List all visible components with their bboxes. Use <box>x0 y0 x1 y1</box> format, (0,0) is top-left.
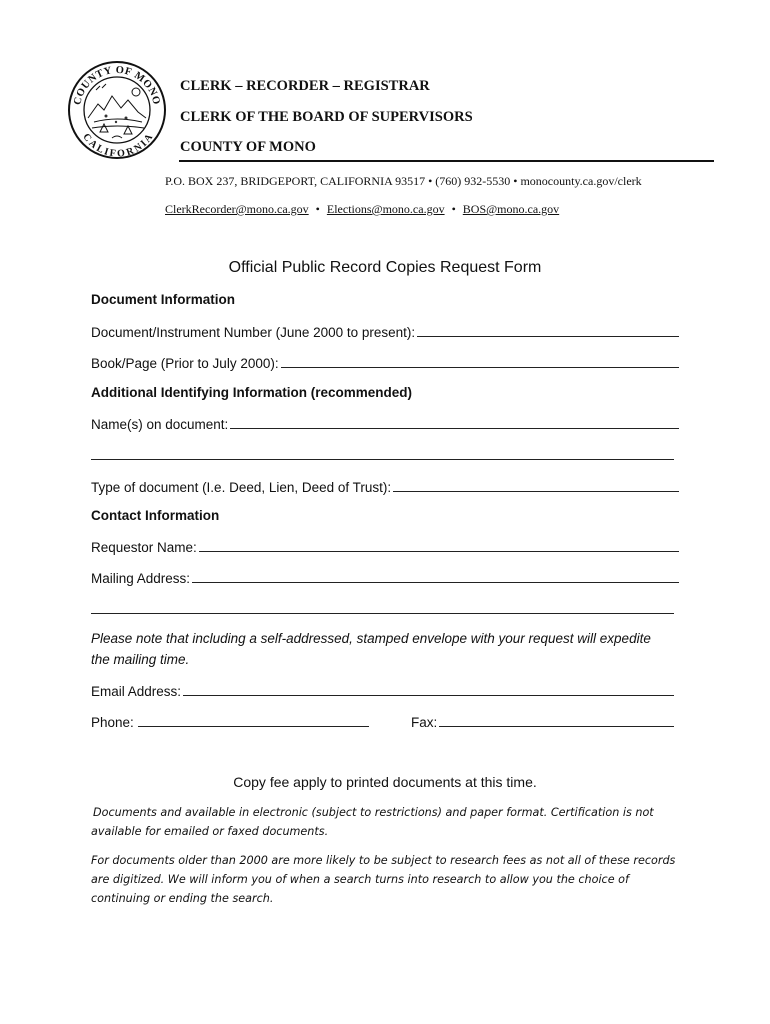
requestor-name-label: Requestor Name: <box>91 540 197 555</box>
separator-dot: • <box>451 202 456 216</box>
section-contact-information: Contact Information <box>91 508 220 523</box>
county-seal-icon <box>66 60 168 160</box>
email-address-blank[interactable] <box>183 695 674 696</box>
elections-email-link[interactable]: Elections@mono.ca.gov <box>326 202 445 216</box>
clerk-recorder-email-link[interactable]: ClerkRecorder@mono.ca.gov <box>165 202 309 216</box>
mailing-address-field[interactable] <box>91 568 679 586</box>
separator-dot: • <box>315 202 320 216</box>
names-field[interactable] <box>91 414 679 432</box>
book-page-label: Book/Page (Prior to July 2000): <box>91 356 279 371</box>
names-label: Name(s) on document: <box>91 417 229 432</box>
form-title: Official Public Record Copies Request Form <box>228 259 542 276</box>
document-number-blank[interactable] <box>417 336 679 337</box>
header-divider <box>179 160 714 162</box>
seal-top-text: COUNTY OF MONO <box>72 64 162 107</box>
fax-field[interactable] <box>411 712 674 730</box>
header-office-title: CLERK – RECORDER – REGISTRAR <box>180 78 430 94</box>
mailing-address-blank[interactable] <box>192 582 679 583</box>
mailing-address-label: Mailing Address: <box>91 571 191 586</box>
phone-field[interactable] <box>91 712 369 730</box>
document-type-blank[interactable] <box>393 491 679 492</box>
seal-bottom-text: CALIFORNIA <box>80 131 156 160</box>
names-continuation-blank[interactable] <box>91 459 674 460</box>
mailing-address-continuation-blank[interactable] <box>91 613 674 614</box>
copy-fee-notice: Copy fee apply to printed documents at this time. <box>233 774 537 790</box>
email-address-label: Email Address: <box>91 684 182 699</box>
document-type-label: Type of document (I.e. Deed, Lien, Deed of Trust): <box>91 480 392 495</box>
fax-label: Fax: <box>411 715 438 730</box>
header-email-links <box>165 202 559 217</box>
header-address: P.O. BOX 237, BRIDGEPORT, CALIFORNIA 93517 • (760) 932-5530 • monocounty.ca.gov/clerk <box>165 174 642 188</box>
email-address-field[interactable] <box>91 681 674 699</box>
phone-label: Phone: <box>91 715 134 730</box>
bos-email-link[interactable]: BOS@mono.ca.gov <box>462 202 560 216</box>
requestor-name-field[interactable] <box>91 537 679 555</box>
availability-notice: Documents and available in electronic (subject to restrictions) and paper format. Certification is not available for emailed or faxed documents. <box>91 806 654 838</box>
section-additional-information: Additional Identifying Information (recommended) <box>91 385 413 400</box>
book-page-field[interactable] <box>91 353 679 371</box>
requestor-name-blank[interactable] <box>199 551 679 552</box>
names-blank[interactable] <box>230 428 679 429</box>
research-fee-notice: For documents older than 2000 are more likely to be subject to research fees as not all of these records are digitized. We will inform you of when a search turns into research to allow you the choice of continuing or ending the search. <box>91 854 676 905</box>
fax-blank[interactable] <box>439 726 674 727</box>
document-type-field[interactable] <box>91 477 679 495</box>
header-board-title: CLERK OF THE BOARD OF SUPERVISORS <box>180 109 473 125</box>
document-number-field[interactable] <box>91 322 679 340</box>
document-number-label: Document/Instrument Number (June 2000 to present): <box>91 325 416 340</box>
phone-blank[interactable] <box>138 726 369 727</box>
book-page-blank[interactable] <box>281 367 679 368</box>
envelope-note: Please note that including a self-addressed, stamped envelope with your request will expedite the mailing time. <box>91 631 651 667</box>
section-document-information: Document Information <box>91 292 235 307</box>
header-county-title: COUNTY OF MONO <box>180 139 316 155</box>
